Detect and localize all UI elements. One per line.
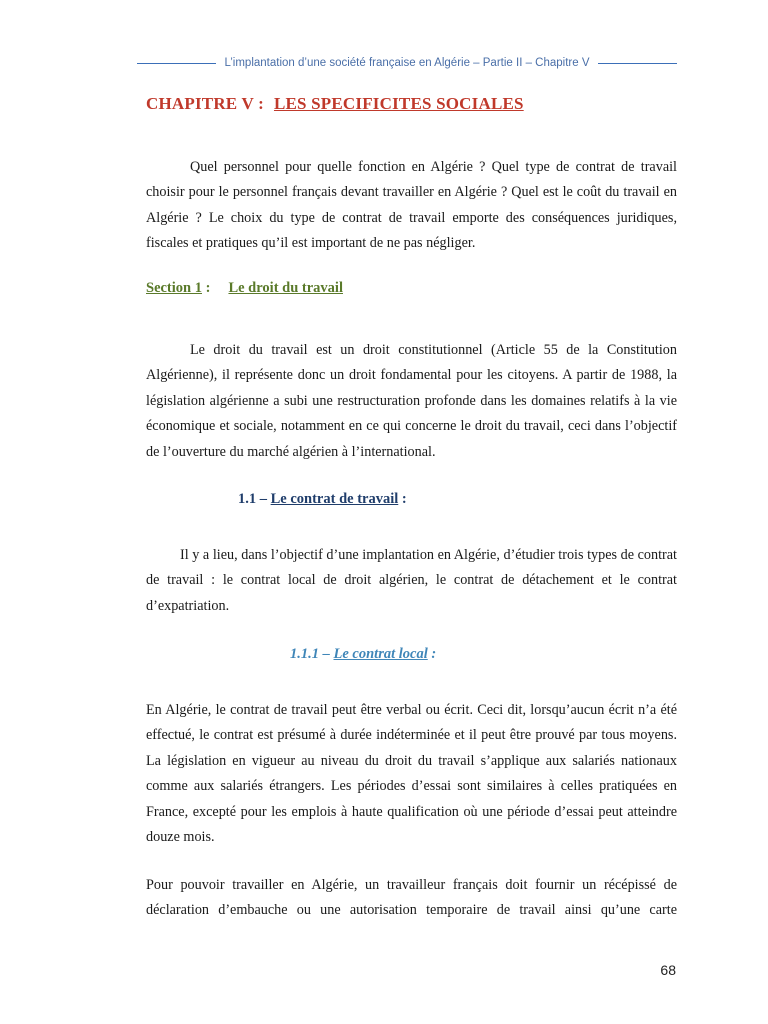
section-1-heading — [146, 280, 343, 297]
subsection-1-1-title: Le contrat de travail — [270, 491, 399, 507]
subsection-1-1-1-paragraph-1: En Algérie, le contrat de travail peut être verbal ou écrit. Ceci dit, lorsqu’aucun écrit n’a été effectué, le contrat est présumé à durée indéterminée et il peut être prouvé par tous moyens. La législation en vigueur au niveau du droit du travail s’applique aux salariés nationaux comme aux salariés étrangers. Les périodes d’essai sont similaires à celles pratiquées en France, excepté pour les emplois à haute qualification où une période d’essai peut atteindre douze mois. — [146, 702, 677, 846]
running-header-title: L’implantation d’une société française en Algérie – Partie II – Chapitre V — [224, 57, 590, 69]
header-rule-right — [598, 63, 677, 64]
subsection-1-1-suffix: : — [398, 491, 407, 507]
running-header — [137, 54, 677, 72]
chapter-label: CHAPITRE V : — [146, 94, 264, 113]
subsection-1-1-1-title: Le contrat local — [333, 646, 428, 662]
section-1-label: Section 1 — [146, 280, 202, 296]
header-rule-left — [137, 63, 216, 64]
section-1-title: Le droit du travail — [228, 280, 343, 296]
subsection-1-1-number: 1.1 – — [238, 491, 271, 507]
subsection-1-1-heading — [238, 491, 407, 508]
subsection-1-1-paragraph: Il y a lieu, dans l’objectif d’une implantation en Algérie, d’étudier trois types de contrat de travail : le contrat local de droit algérien, le contrat de détachement et le contrat d’expatriation. — [146, 547, 677, 614]
subsection-1-1-1-paragraph-2: Pour pouvoir travailler en Algérie, un travailleur français doit fournir un récépissé de déclaration d’embauche ou une autorisation temporaire de travail ainsi qu’une carte — [146, 877, 677, 919]
section-1-paragraph: Le droit du travail est un droit constitutionnel (Article 55 de la Constitution Algérienne), il représente donc un droit fondamental pour les citoyens. A partir de 1988, la législation algérienne a subi une restructuration profonde dans les domaines relatifs à la vie économique et sociale, notamment en ce qui concerne le droit du travail, ceci dans l’objectif de l’ouverture du marché algérien à l’international. — [146, 342, 677, 460]
subsection-1-1-1-number: 1.1.1 – — [290, 646, 334, 662]
subsection-1-1-1-suffix: : — [427, 646, 437, 662]
subsection-1-1-1-heading — [290, 646, 436, 663]
section-1-separator: : — [201, 280, 211, 296]
chapter-title: LES SPECIFICITES SOCIALES — [273, 94, 524, 113]
intro-paragraph: Quel personnel pour quelle fonction en Algérie ? Quel type de contrat de travail choisir pour le personnel français devant travailler en Algérie ? Quel est le coût du travail en Algérie ? Le choix du type de contrat de travail emporte des conséquences juridiques, fiscales et pratiques qu’il est important de ne pas négliger. — [146, 159, 677, 252]
page-number: 68 — [660, 962, 676, 978]
chapter-heading — [146, 94, 524, 114]
